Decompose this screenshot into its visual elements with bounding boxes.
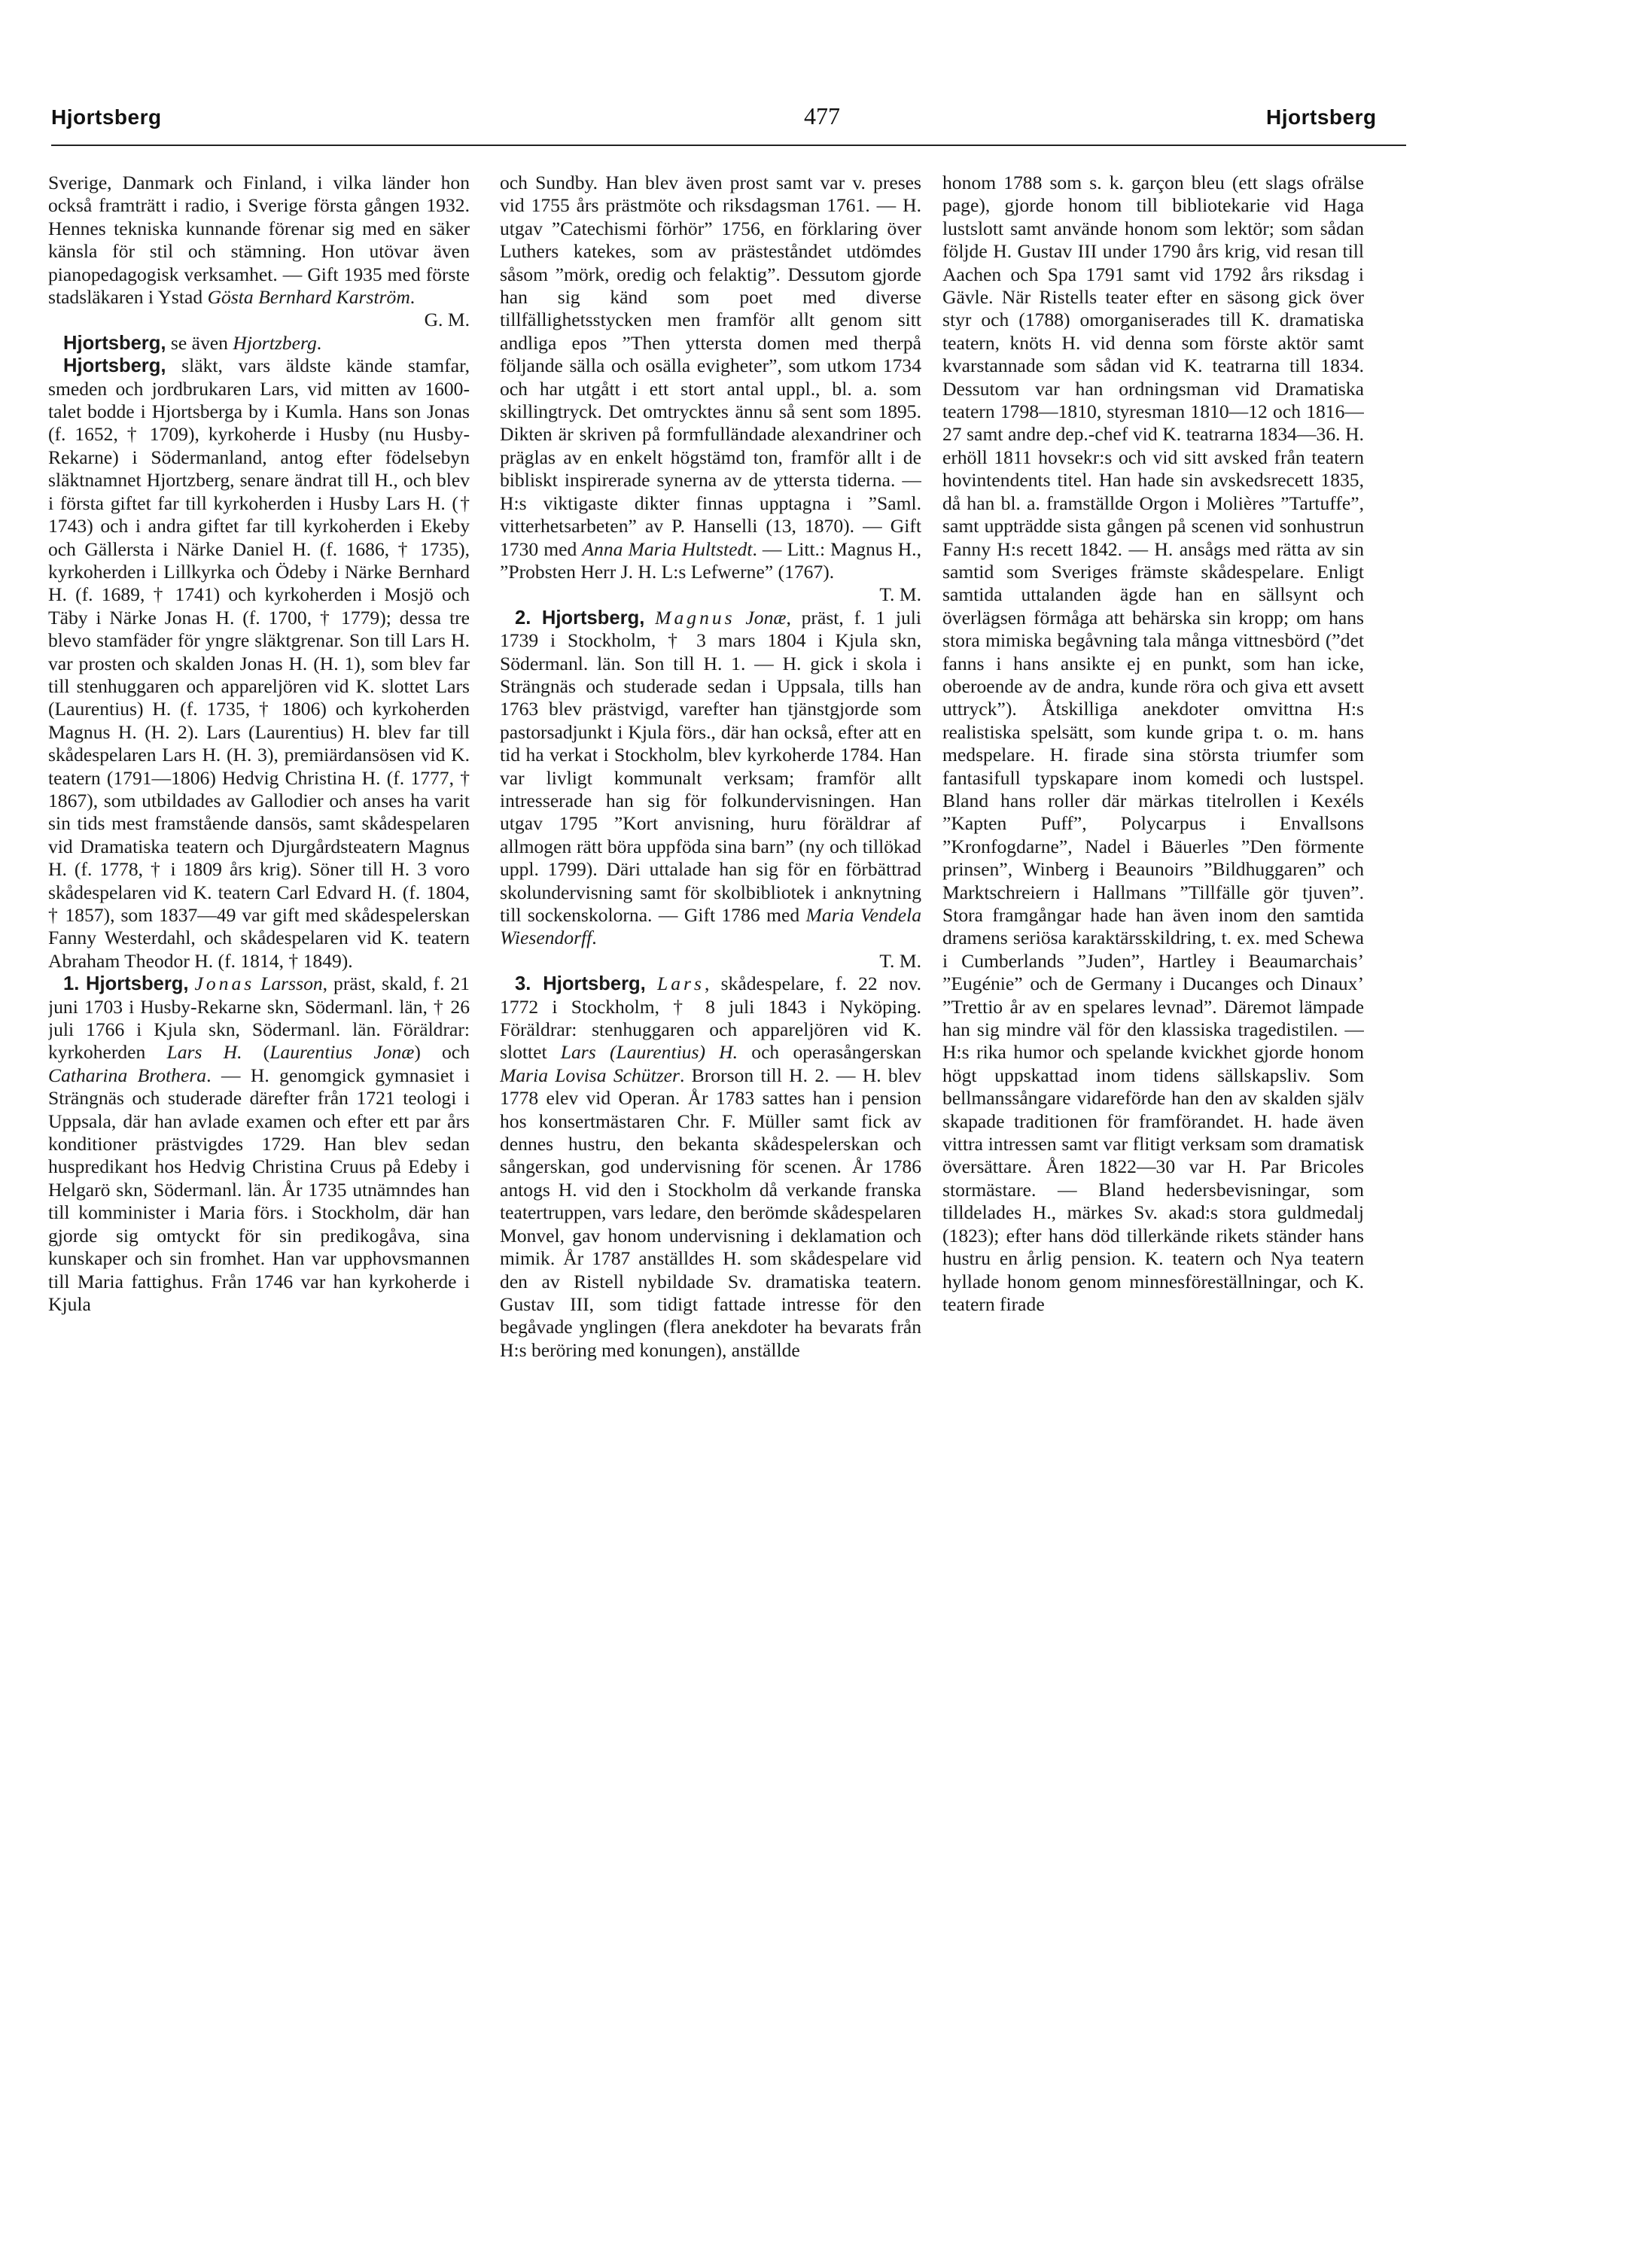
spaced-given-name: Lars — [657, 973, 705, 995]
entry-headword: 2. Hjortsberg, — [515, 607, 645, 629]
article-paragraph — [48, 172, 470, 332]
text-column-2 — [500, 172, 921, 2204]
text-run: , skådespelare, f. 22 nov. 1772 i Stockholm, † 8 juli 1843 i Nyköping. Föräldrar: stenhuggaren och appareljören vid K. slottet — [500, 973, 921, 1064]
italic-name: Jonæ — [745, 606, 787, 629]
text-run: ( — [242, 1041, 270, 1064]
italic-name: Catharina Brothera — [48, 1064, 207, 1086]
entry-headword: 3. Hjortsberg, — [515, 973, 646, 995]
article-paragraph — [500, 973, 921, 1362]
italic-name: Gösta Bernhard Karström — [207, 286, 410, 309]
text-run: . — Litt.: Magnus H., ”Probsten Herr J. H. L:s Lefwerne” (1767). — [500, 537, 921, 583]
header-rule — [51, 145, 1406, 146]
text-run: ) och — [414, 1041, 470, 1064]
running-head-right: Hjortsberg — [1266, 105, 1377, 129]
entry-headword: 1. Hjortsberg, — [63, 973, 189, 995]
text-run: . — [592, 927, 597, 949]
text-run: . Brorson till H. 2. — H. blev 1778 elev vid Operan. År 1783 sattes han i pension hos konsertmästaren Chr. F. Müller samt fick av dennes hustru, den bekanta skådespelerskan och sångerskan, god undervisning för scenen. År 1786 antogs H. vid den i Stockholm då verkande franska teatertruppen, vars ledare, den berömde skådespelaren Monvel, gav honom undervisning i deklamation och mimik. År 1787 anställdes H. som skådespelare vid den av Ristell nybildade Sv. dramatiska teatern. Gustav III, som tidigt fattade intresse för den begåvade ynglingen (flera anekdoter ha bevarats från H:s beröring med konungen), anställde — [500, 1064, 921, 1361]
text-run: . — [409, 286, 416, 309]
entry-headword: Hjortsberg, — [63, 355, 166, 377]
entry-headword: Hjortsberg, — [63, 332, 166, 354]
text-run: och operasångerskan — [738, 1041, 921, 1064]
spaced-given-name: Magnus — [655, 606, 735, 629]
author-signature: G. M. — [424, 309, 470, 331]
text-run: se även — [166, 331, 233, 354]
text-run — [735, 607, 746, 629]
text-run: släkt, vars äldste kände stamfar, smeden och jordbrukaren Lars, vid mitten av 1600-talet bodde i Hjortsberga by i Kumla. Hans son Jonas (f. 1652, † 1709), kyrkoherde i Husby (nu Husby-Rekarne) i Södermanland, antog efter födelsebyn släktnamnet Hjortzberg, senare ändrat till H., och blev i första giftet far till kyrkoherden i Husby Lars H. († 1743) och i andra giftet far till kyrkoherden i Ekeby och Gällersta i Närke Daniel H. (f. 1686, † 1735), kyrkoherden i Lillkyrka och Ödeby i Närke Bernhard H. (f. 1689, † 1741) och kyrkoherden i Mosjö och Täby i Närke Jonas H. (f. 1700, † 1779); dessa tre blevo stamfäder för yngre släktgrenar. Son till Lars H. var prosten och skalden Jonas H. (H. 1), som blev far till stenhuggaren och appareljören vid K. slottet Lars (Laurentius) H. (f. 1735, † 1806) och kyrkoherden Magnus H. (H. 2). Lars (Laurentius) H. blev far till skådespelaren Lars H. (H. 3), premiärdansösen vid K. teatern (1791—1806) Hedvig Christina H. (f. 1777, † 1867), som utbildades av Gallodier och anses ha varit sin tids mest framstående dansös, samt skådespelaren vid Dramatiska teatern och Djurgårdsteatern Magnus H. (f. 1778, † i 1809 års krig). Söner till H. 3 voro skådespelaren vid K. teatern Carl Edvard H. (f. 1804, † 1857), som 1837—49 var gift med skådespelerskan Fanny Westerdahl, och skådespelaren vid K. teatern Abraham Theodor H. (f. 1814, † 1849). — [48, 355, 470, 972]
text-run: , präst, f. 1 juli 1739 i Stockholm, † 3 mars 1804 i Kjula skn, Södermanl. län. Son till H. 1. — H. gick i skola i Strängnäs och studerade sedan i Uppsala, tills han 1763 blev prästvigd, varefter han tjänstgjorde som pastorsadjunkt i Kjula förs., där han också, efter att en tid ha verkat i Stockholm, blev kyrkoherde 1784. Han var livligt kommunalt verksam; framför allt intresserade han sig för folkundervisningen. Han utgav 1795 ”Kort anvisning, huru föräldrar af allmogen rätt böra uppföda sina barn” (ny och tillökad uppl. 1799). Däri uttalade han sig för en förbättrad skolundervisning samt för skolbibliotek i anknytning till sockenskolorna. — Gift 1786 med — [500, 606, 921, 926]
italic-name: Maria Lovisa Schützer — [500, 1064, 680, 1086]
italic-name: Hjortzberg — [233, 331, 317, 354]
italic-name: Lars (Laurentius) H. — [560, 1041, 738, 1064]
text-run — [254, 973, 260, 994]
text-run — [646, 973, 657, 994]
running-head-left: Hjortsberg — [51, 105, 162, 129]
italic-name: Lars H. — [166, 1041, 242, 1064]
text-run: honom 1788 som s. k. garçon bleu (ett slags ofrälse page), gjorde honom till bibliotekarie vid Haga lustslott samt använde honom som lektör; som sådan följde H. Gustav III under 1790 års krig, vid resan till Aachen och Spa 1791 samt vid 1792 års riksdag i Gävle. När Ristells teater efter en säsong gick över styr och (1788) omorganiserades till K. dramatiska teatern, knöts H. vid denna som förste aktör samt kvarstannade som sådan vid K. teatrarna till 1834. Dessutom var han ordningsman vid Dramatiska teatern 1798—1810, styresman 1810—12 och 1816—27 samt andre dep.-chef vid K. teatrarna 1834—36. H. erhöll 1811 hovsekr:s och vid sitt avsked från teatern hovintendents titel. Han hade sin avskedsrecett 1835, då han bl. a. framställde Orgon i Molières ”Tartuffe”, samt uppträdde sista gången på scenen vid sonhustrun Fanny H:s recett 1842. — H. ansågs med rätta av sin samtid som Sveriges främste skådespelare. Enligt samtida uttalanden ägde han en sällsynt och överlägsen förmåga att behärska sin kropp; om hans stora mimiska begåvning tala många vittnesbörd (”det fanns i hans ansikte ej en punkt, som han icke, oberoende av de andra, kunde röra och giva ett avsett uttryck”). Åtskilliga anekdoter omvittna H:s realistiska spelsätt, som kunde gripa t. o. m. hans medspelare. H. firade sina största triumfer som fantasifull typskapare inom komedi och lustspel. Bland hans roller där märkas titelrollen i Kexéls ”Kapten Puff”, Polycarpus i Envallsons ”Kronfogdarne”, Nadel i Bäuerles ”Den förmente prinsen”, Winberg i Beaunoirs ”Bildhuggaren” och Marktschreiern i Hallmans ”Tillfälle gör tjuven”. Stora framgångar hade han även inom den samtida dramens seriösa karaktärsskildring, t. ex. med Schewa i Cumberlands ”Juden”, Hartley i Beaumarchais’ ”Eugénie” och de Germany i Ducanges och Dinaux’ ”Trettio år av en spelares levnad”. Däremot lämpade han sig mindre väl för den klassiska tragedistilen. — H:s rika humor och spelande kvickhet gjorde honom högt uppskattad inom tidens sällskapsliv. Som bellmanssångare vidareförde han den av skalden själv skapade traditionen för framförandet. H. hade även vittra intressen samt var flitigt verksam som dramatisk översättare. Åren 1822—30 var H. Par Bricoles stormästare. — Bland hedersbevisningar, som tilldelades H., märkes Sv. akad:s stora guldmedalj (1823); efter hans död tillerkände rikets ständer hans hustru en årlig pension. K. teatern och Nya teatern hyllade honom genom minnesföreställningar, och K. teatern firade — [942, 172, 1364, 1315]
italic-name: Anna Maria Hultstedt — [582, 537, 753, 560]
article-paragraph — [48, 355, 470, 973]
italic-name: Maria Vendela Wiesendorff — [500, 904, 921, 949]
article-paragraph — [48, 973, 470, 1316]
text-run — [644, 607, 655, 629]
text-run: och Sundby. Han blev även prost samt var v. preses vid 1755 års prästmöte och riksdagsman 1761. — H. utgav ”Catechismi förhör” 1756, en förklaring över Luthers katekes, som av prästeståndet utdömdes såsom ”mörk, oredig och felaktig”. Dessutom gjorde han sig känd som poet med diverse tillfällighetsstycken men framför allt genom sitt andliga epos ”Then yttersta domen med therpå följande sälla och osälla evigheter”, som utkom 1734 och har utgått i ett stort antal uppl., bl. a. som skillingtryck. Det omtrycktes ännu så sent som 1895. Dikten är skriven på formfulländade alexandriner och präglas av en enkelt högstämd ton, framför allt i de bibliskt inspirerade synerna av de yttersta tiderna. — H:s viktigaste dikter finnas upptagna i ”Saml. vitterhetsarbeten” av P. Hanselli (13, 1870). — Gift 1730 med — [500, 172, 921, 560]
text-column-3 — [942, 172, 1364, 2204]
text-column-1 — [48, 172, 470, 2204]
italic-name: Laurentius Jonæ — [269, 1041, 415, 1064]
text-run: Sverige, Danmark och Finland, i vilka länder hon också framträtt i radio, i Sverige första gången 1932. Hennes tekniska kunnande förenar sig med en säker känsla för stil och stämning. Hon utövar även pianopedagogisk verksamhet. — Gift 1935 med förste stadsläkaren i Ystad — [48, 172, 470, 309]
article-paragraph — [500, 607, 921, 973]
italic-name: Larsson — [260, 973, 323, 995]
text-run: , präst, skald, f. 21 juni 1703 i Husby-Rekarne skn, Södermanl. län, † 26 juli 1766 i Kjula skn, Södermanl. län. Föräldrar: kyrkoherden — [48, 973, 470, 1064]
author-signature: T. M. — [879, 583, 921, 606]
spaced-given-name: Jonas — [194, 973, 255, 995]
text-run: . — [316, 331, 322, 354]
text-run: . — H. genomgick gymnasiet i Strängnäs och studerade därefter från 1721 teologi i Uppsala, där han avlade examen och efter ett par års konditioner prästvigdes 1729. Han blev sedan huspredikant hos Hedvig Christina Cruus på Edeby i Helgarö skn, Södermanl. län. År 1735 utnämndes han till komminister i Maria förs. i Stockholm, där han gjorde sig omtyckt för sin predikogåva, sina kunskaper och sin fromhet. Han var upphovsmannen till Maria fattighus. Från 1746 var han kyrkoherde i Kjula — [48, 1064, 470, 1315]
author-signature: T. M. — [879, 949, 921, 972]
page-number: 477 — [804, 102, 840, 129]
article-paragraph — [942, 172, 1364, 1316]
article-paragraph — [48, 332, 470, 355]
article-paragraph — [500, 172, 921, 607]
